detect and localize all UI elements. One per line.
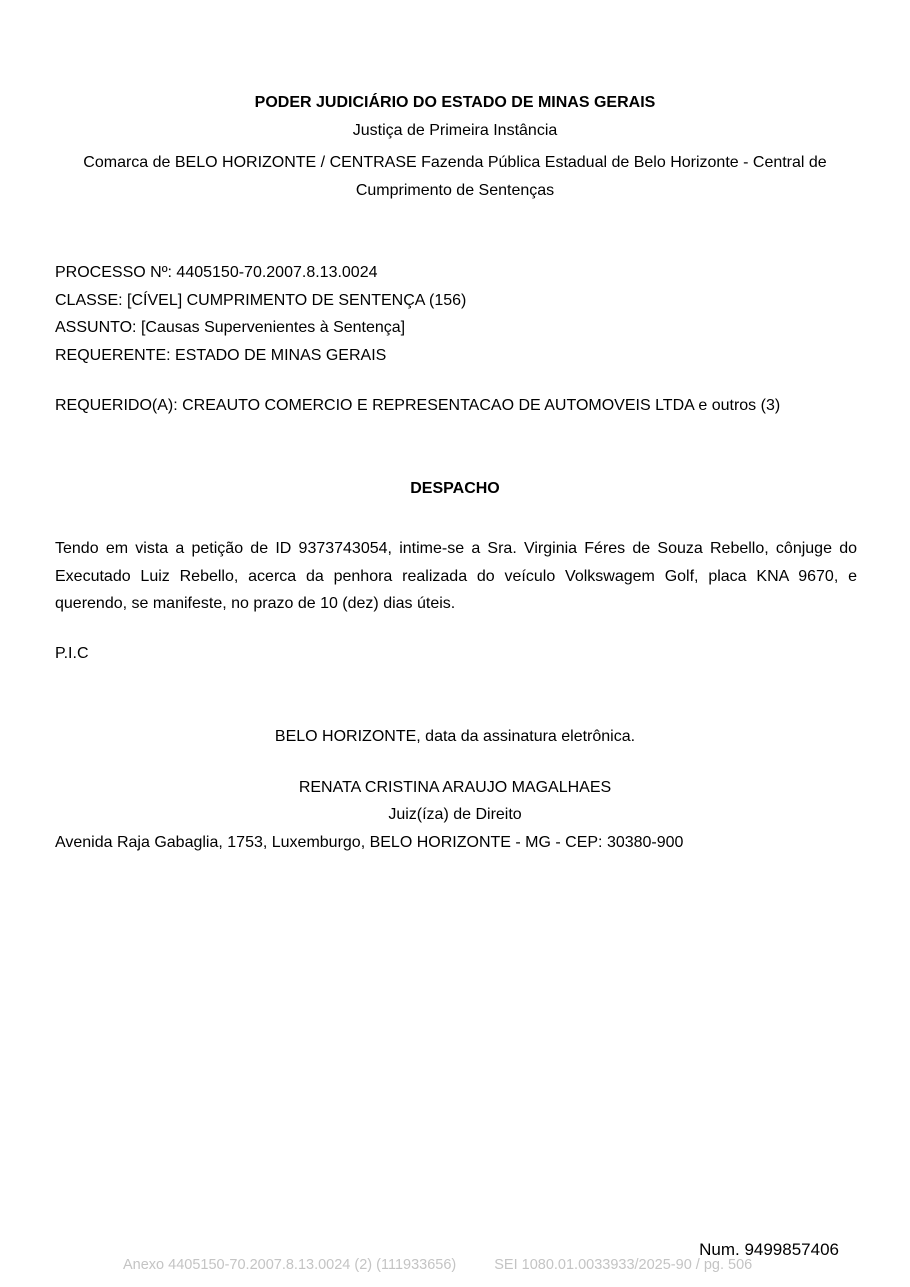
signature-city-date: BELO HORIZONTE, data da assinatura eletrônica. <box>274 728 636 745</box>
case-subject: ASSUNTO: [Causas Supervenientes à Sentença] <box>55 319 406 336</box>
despacho-title: DESPACHO <box>410 480 500 497</box>
processo-number: PROCESSO Nº: 4405150-70.2007.8.13.0024 <box>55 264 378 281</box>
court-address: Avenida Raja Gabaglia, 1753, Luxemburgo, BELO HORIZONTE - MG - CEP: 30380-900 <box>55 834 684 851</box>
footer-annex-line <box>123 1257 790 1273</box>
case-class: CLASSE: [CÍVEL] CUMPRIMENTO DE SENTENÇA (156) <box>55 291 467 309</box>
despacho-closing: P.I.C <box>55 645 89 662</box>
case-requerente: REQUERENTE: ESTADO DE MINAS GERAIS <box>55 346 387 364</box>
judge-name: RENATA CRISTINA ARAUJO MAGALHAES <box>298 779 612 796</box>
despacho-body: Tendo em vista a petição de ID 9373743054, intime-se a Sra. Virginia Féres de Souza Rebello, cônjuge do Executado Luiz Rebello, acerca da penhora realizada do veículo Volkswagem Golf, placa KNA 9670, e querendo, se manifeste, no prazo de 10 (dez) dias úteis. <box>55 540 857 613</box>
case-metadata <box>55 259 466 369</box>
judge-role: Juiz(íza) de Direito <box>388 806 522 823</box>
footer-annex: Anexo 4405150-70.2007.8.13.0024 (2) (111933656) <box>123 1257 457 1273</box>
footer-sei: SEI 1080.01.0033933/2025-90 / pg. 506 <box>494 1257 753 1273</box>
document-header-title: PODER JUDICIÁRIO DO ESTADO DE MINAS GERAIS <box>254 94 656 111</box>
court-name: Comarca de BELO HORIZONTE / CENTRASE Fazenda Pública Estadual de Belo Horizonte - Central de Cumprimento de Sentenças <box>83 154 827 199</box>
document-header-subtitle: Justiça de Primeira Instância <box>352 122 558 139</box>
document-number: Num. 9499857406 <box>699 1240 839 1259</box>
case-requerido: REQUERIDO(A): CREAUTO COMERCIO E REPRESENTACAO DE AUTOMOVEIS LTDA e outros (3) <box>55 397 781 414</box>
